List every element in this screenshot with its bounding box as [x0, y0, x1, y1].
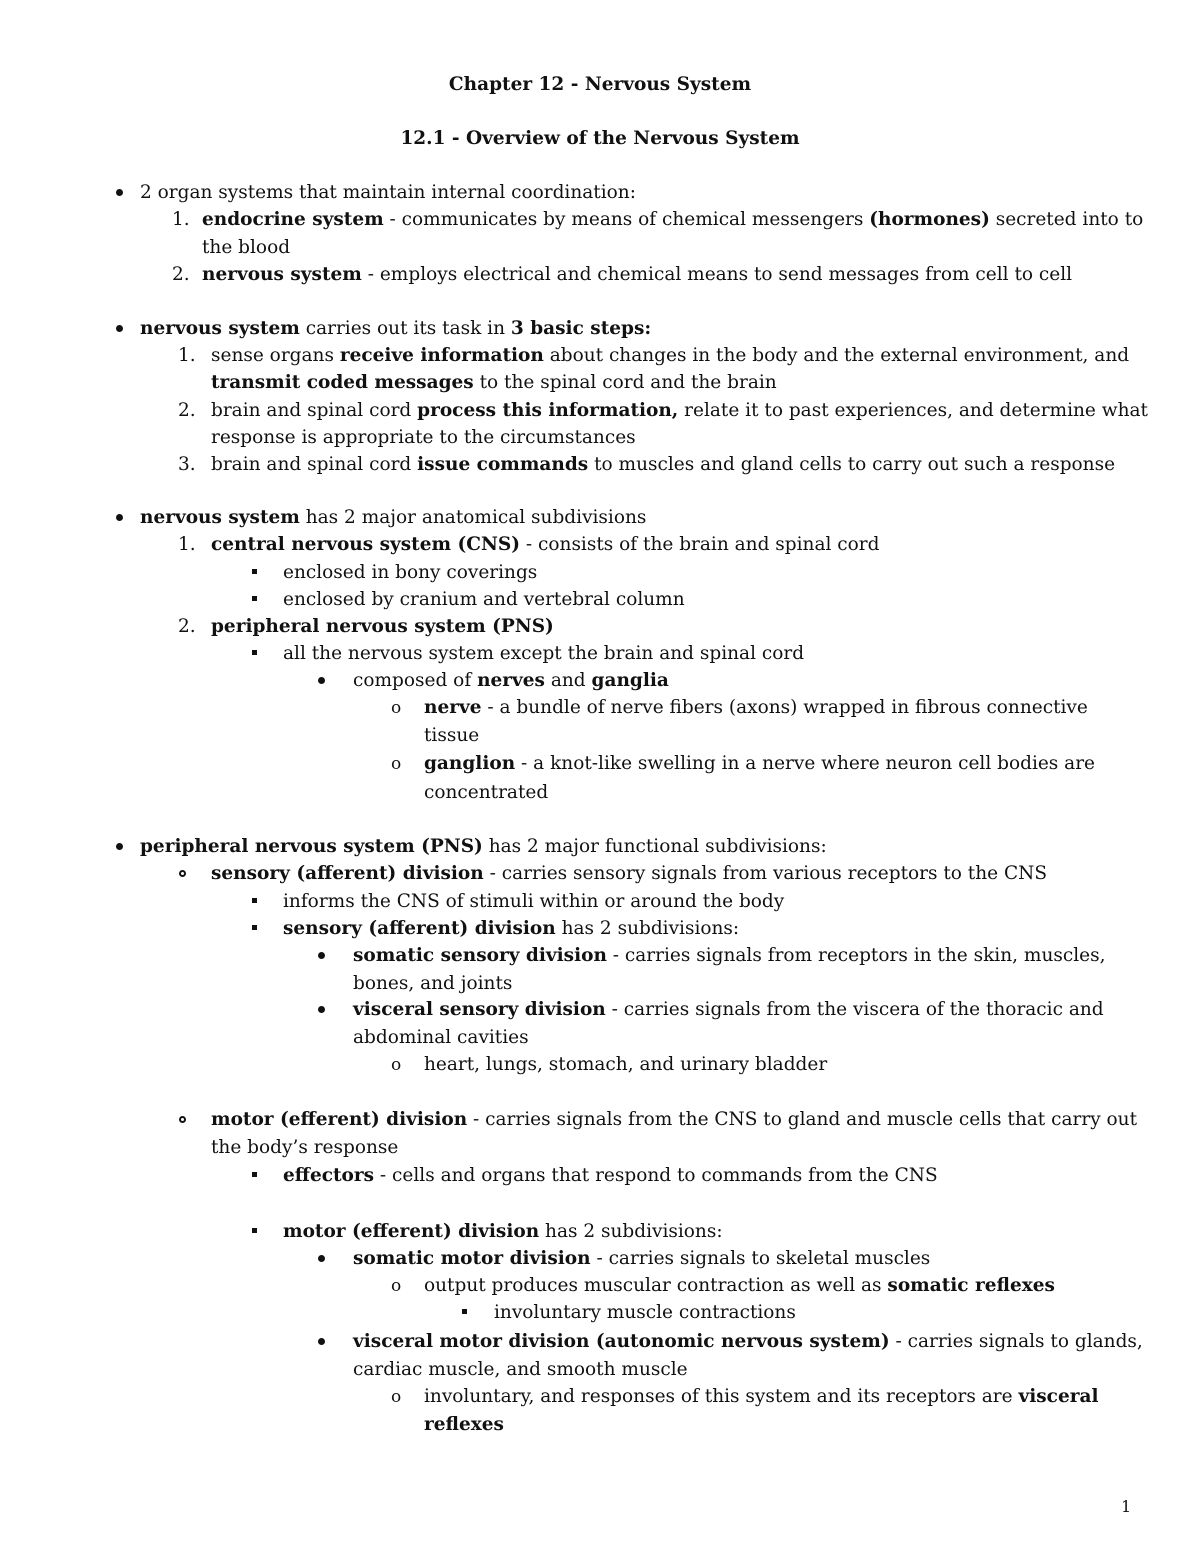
- bullet-dot-icon: [116, 189, 123, 196]
- sub-item: motor (efferent) division has 2 subdivisions:: [283, 1221, 723, 1242]
- list-item: motor (efferent) division - carries signals from the CNS to gland and muscle cells that carry out: [211, 1109, 1138, 1130]
- list-number: 2.: [172, 264, 190, 285]
- list-number: 3.: [178, 454, 196, 475]
- bullet-dot-icon: [318, 1255, 325, 1262]
- sub-sub-item: visceral motor division (autonomic nervous system) - carries signals to glands,: [353, 1331, 1143, 1352]
- square-bullet-icon: [462, 1309, 467, 1314]
- circle-bullet-icon: o: [391, 698, 402, 718]
- bullet-dot-icon: [318, 1338, 325, 1345]
- square-bullet-icon: [252, 596, 257, 601]
- sub-item: informs the CNS of stimuli within or around the body: [283, 891, 785, 912]
- list-number: 1.: [178, 345, 196, 366]
- sub-sub-item: visceral sensory division - carries signals from the viscera of the thoracic and: [353, 999, 1104, 1020]
- page-number: 1: [1121, 1497, 1132, 1516]
- hollow-bullet-icon: [179, 870, 186, 877]
- circle-bullet-icon: o: [391, 1276, 402, 1296]
- sub-sub-item: composed of nerves and ganglia: [353, 670, 669, 691]
- list-item: brain and spinal cord issue commands to muscles and gland cells to carry out such a response: [211, 454, 1116, 475]
- definition-item: heart, lungs, stomach, and urinary bladder: [424, 1054, 828, 1075]
- sub-item: effectors - cells and organs that respond to commands from the CNS: [283, 1165, 938, 1186]
- sub-item: enclosed in bony coverings: [283, 562, 538, 583]
- square-bullet-icon: [252, 925, 257, 930]
- square-bullet-icon: [252, 569, 257, 574]
- list-item-continuation: transmit coded messages to the spinal cord and the brain: [211, 372, 777, 393]
- definition-item: involuntary, and responses of this system and its receptors are visceral: [424, 1386, 1099, 1407]
- list-item-continuation: the body’s response: [211, 1137, 399, 1158]
- definition-item: ganglion - a knot-like swelling in a nerve where neuron cell bodies are: [424, 753, 1096, 774]
- list-item: nervous system - employs electrical and chemical means to send messages from cell to cell: [202, 264, 1073, 285]
- list-number: 1.: [172, 209, 190, 230]
- hollow-bullet-icon: [179, 1116, 186, 1123]
- square-bullet-icon: [252, 1228, 257, 1233]
- square-bullet-icon: [252, 650, 257, 655]
- list-number: 2.: [178, 616, 196, 637]
- chapter-title: Chapter 12 - Nervous System: [448, 74, 752, 95]
- bullet-dot-icon: [116, 325, 123, 332]
- list-number: 2.: [178, 400, 196, 421]
- bullet-dot-icon: [116, 514, 123, 521]
- sub-sub-continuation: bones, and joints: [353, 973, 513, 994]
- deep-item: involuntary muscle contractions: [494, 1302, 796, 1323]
- definition-item: output produces muscular contraction as well as somatic reflexes: [424, 1275, 1055, 1296]
- bullet-intro: 2 organ systems that maintain internal coordination:: [140, 182, 636, 203]
- list-item-continuation: response is appropriate to the circumstances: [211, 427, 636, 448]
- bullet-dot-icon: [318, 952, 325, 959]
- list-item-continuation: the blood: [202, 237, 291, 258]
- sub-item: sensory (afferent) division has 2 subdivisions:: [283, 918, 740, 939]
- list-item: endocrine system - communicates by means of chemical messengers (hormones) secreted into to: [202, 209, 1144, 230]
- sub-item: enclosed by cranium and vertebral column: [283, 589, 685, 610]
- square-bullet-icon: [252, 898, 257, 903]
- definition-continuation: tissue: [424, 725, 480, 746]
- bullet-dot-icon: [318, 677, 325, 684]
- sub-sub-continuation: cardiac muscle, and smooth muscle: [353, 1359, 688, 1380]
- bullet-dot-icon: [318, 1006, 325, 1013]
- bullet-dot-icon: [116, 843, 123, 850]
- bullet-text: nervous system carries out its task in 3 basic steps:: [140, 318, 652, 339]
- bullet-text: peripheral nervous system (PNS) has 2 major functional subdivisions:: [140, 836, 827, 857]
- circle-bullet-icon: o: [391, 1387, 402, 1407]
- bullet-text: nervous system has 2 major anatomical subdivisions: [140, 507, 647, 528]
- list-item: sense organs receive information about changes in the body and the external environment, and: [211, 345, 1130, 366]
- sub-sub-item: somatic sensory division - carries signals from receptors in the skin, muscles,: [353, 945, 1106, 966]
- definition-continuation: reflexes: [424, 1414, 504, 1435]
- list-number: 1.: [178, 534, 196, 555]
- list-item: central nervous system (CNS) - consists of the brain and spinal cord: [211, 534, 880, 555]
- definition-continuation: concentrated: [424, 782, 549, 803]
- list-item: sensory (afferent) division - carries sensory signals from various receptors to the CNS: [211, 863, 1048, 884]
- sub-item: all the nervous system except the brain and spinal cord: [283, 643, 805, 664]
- circle-bullet-icon: o: [391, 754, 402, 774]
- list-item: peripheral nervous system (PNS): [211, 616, 554, 637]
- list-item: brain and spinal cord process this information, relate it to past experiences, and determine what: [211, 400, 1148, 421]
- definition-item: nerve - a bundle of nerve fibers (axons) wrapped in fibrous connective: [424, 697, 1088, 718]
- square-bullet-icon: [252, 1172, 257, 1177]
- sub-sub-item: somatic motor division - carries signals to skeletal muscles: [353, 1248, 931, 1269]
- sub-sub-continuation: abdominal cavities: [353, 1027, 529, 1048]
- section-title: 12.1 - Overview of the Nervous System: [400, 128, 800, 149]
- circle-bullet-icon: o: [391, 1055, 402, 1075]
